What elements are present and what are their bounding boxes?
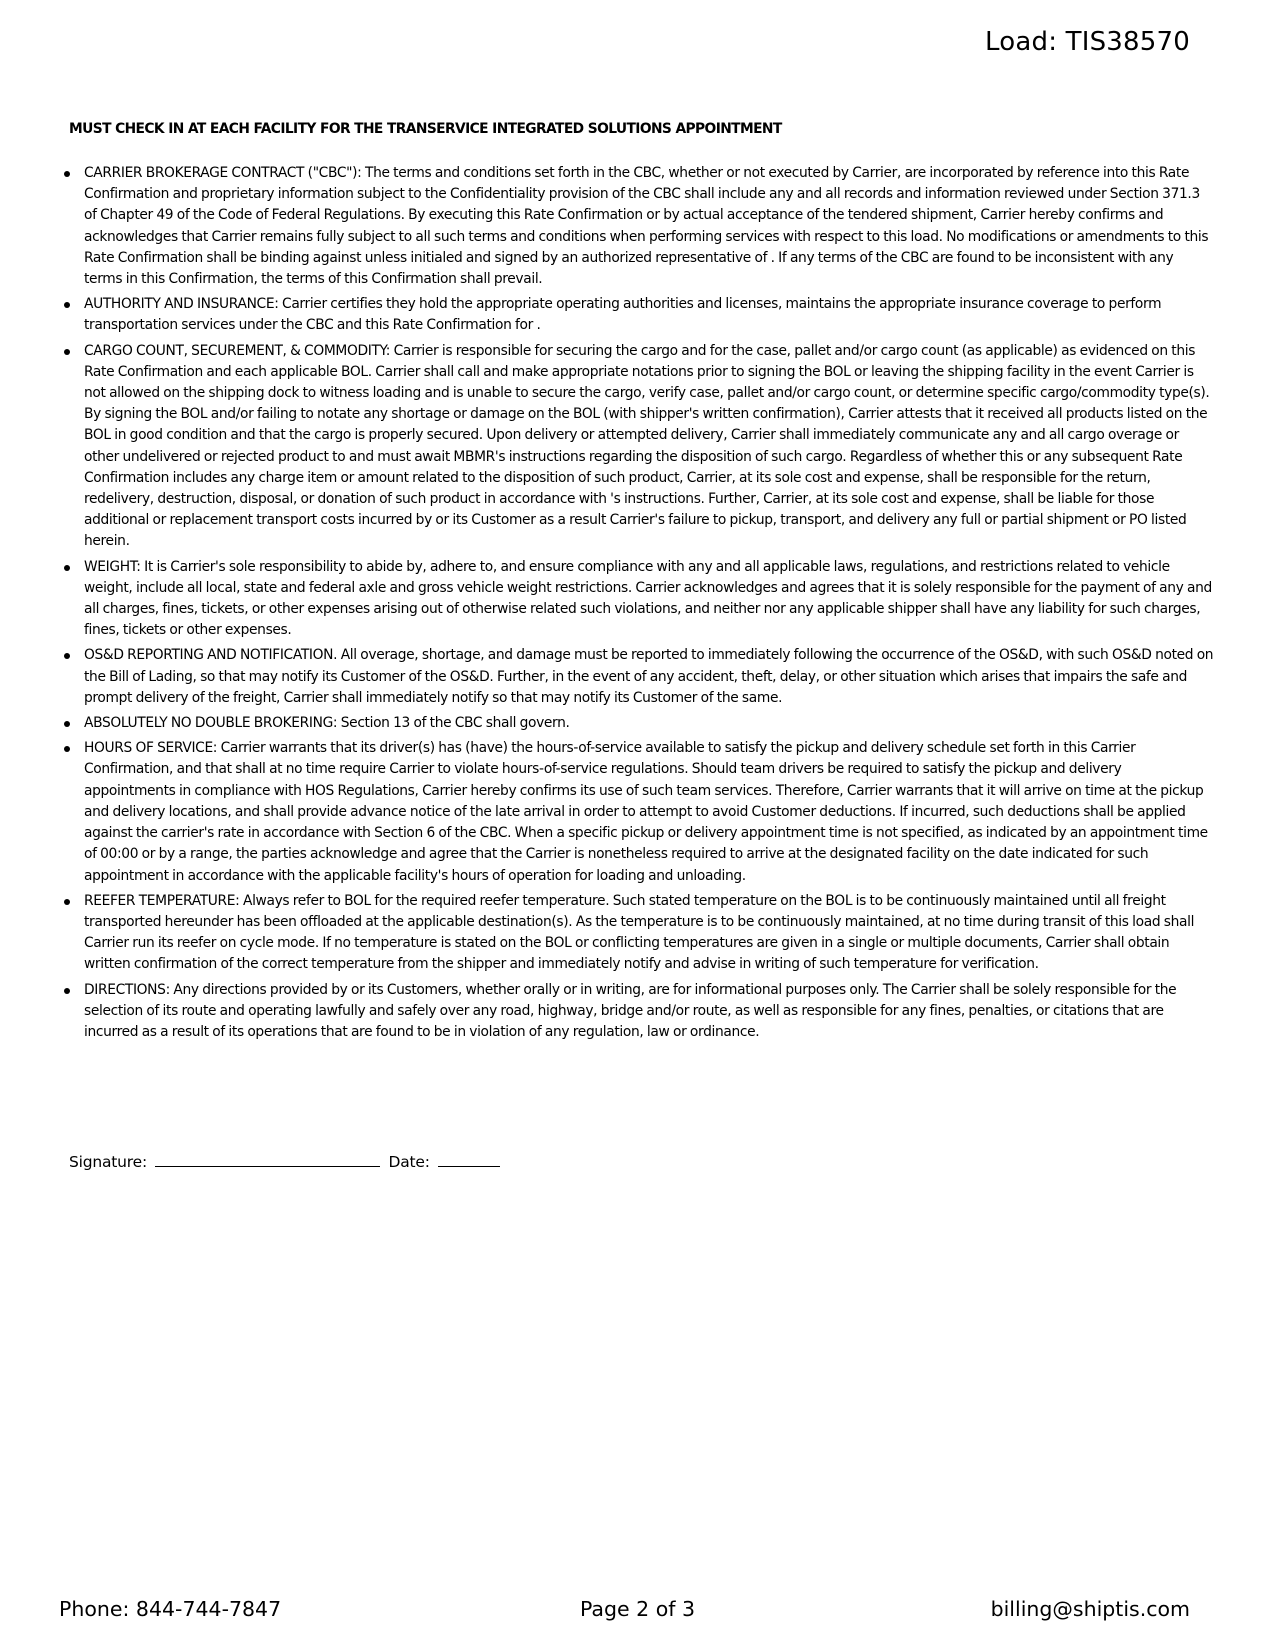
term-text: DIRECTIONS: Any directions provided by or its Customers, whether orally or in writing, are for informational purposes only. The Carrier shall be solely responsible for the selection of its route and operating lawfully and safely over any road, highway, bridge and/or route, as well as responsible for any fines, penalties, or citations that are incurred as a result of its operations that are found to be in violation of any regulation, law or ordinance. [84, 981, 1177, 1040]
bullet-icon [64, 899, 70, 905]
term-double-brokering [0, 713, 1215, 734]
term-text: REEFER TEMPERATURE: Always refer to BOL for the required reefer temperature. Such stated temperature on the BOL is to be continuously maintained until all freight transported hereunder has been offloaded at the applicable destination(s). As the temperature is to be continuously maintained, at no time during transit of this load shall Carrier run its reefer on cycle mode. If no temperature is stated on the BOL or conflicting temperatures are given in a single or multiple documents, Carrier shall obtain written confirmation of the correct temperature from the shipper and immediately notify and advise in writing of such temperature for verification. [84, 892, 1195, 973]
term-hours-of-service [0, 738, 1215, 886]
bullet-icon [64, 988, 70, 994]
term-directions [0, 980, 1215, 1044]
term-weight [0, 557, 1215, 642]
term-text: ABSOLUTELY NO DOUBLE BROKERING: Section 13 of the CBC shall govern. [84, 715, 570, 732]
term-text: CARRIER BROKERAGE CONTRACT ("CBC"): The terms and conditions set forth in the CBC, whether or not executed by Carrier, are incorporated by reference into this Rate Confirmation and proprietary information subject to the Confidentiality provision of the CBC shall include any and all records and information reviewed under Section 371.3 of Chapter 49 of the Code of Federal Regulations. By executing this Rate Confirmation or by actual acceptance of the tendered shipment, Carrier hereby confirms and acknowledges that Carrier remains fully subject to all such terms and conditions when performing services with respect to this load. No modifications or amendments to this Rate Confirmation shall be binding against unless initialed and signed by an authorized representative of . If any terms of the CBC are found to be inconsistent with any terms in this Confirmation, the terms of this Confirmation shall prevail. [84, 165, 1209, 288]
term-carrier-brokerage-contract [0, 163, 1215, 290]
signature-field[interactable] [155, 1151, 380, 1167]
signature-label: Signature: [69, 1153, 147, 1171]
bullet-icon [64, 302, 70, 308]
term-text: CARGO COUNT, SECUREMENT, & COMMODITY: Carrier is responsible for securing the cargo and for the case, pallet and/or cargo count (as applicable) as evidenced on this Rate Confirmation and each applicable BOL. Carrier shall call and make appropriate notations prior to signing the BOL or leaving the shipping facility in the event Carrier is not allowed on the shipping dock to witness loading and is unable to secure the cargo, verify case, pallet and/or cargo count, or determine specific cargo/commodity type(s). By signing the BOL and/or failing to notate any shortage or damage on the BOL (with shipper's written confirmation), Carrier attests that it received all products listed on the BOL in good condition and that the cargo is properly secured. Upon delivery or attempted delivery, Carrier shall immediately communicate any and all cargo overage or other undelivered or rejected product to and must await MBMR's instructions regarding the disposition of such cargo. Regardless of whether this or any subsequent Rate Confirmation includes any charge item or amount related to the disposition of such product, Carrier, at its sole cost and expense, shall be responsible for the return, redelivery, destruction, disposal, or donation of such product in accordance with 's instructions. Further, Carrier, at its sole cost and expense, shall be liable for those additional or replacement transport costs incurred by or its Customer as a result Carrier's failure to pickup, transport, and delivery any full or partial shipment or PO listed herein. [84, 342, 1210, 550]
term-text: AUTHORITY AND INSURANCE: Carrier certifies they hold the appropriate operating authorities and licenses, maintains the appropriate insurance coverage to perform transportation services under the CBC and this Rate Confirmation for . [84, 296, 1162, 334]
bullet-icon [64, 349, 70, 355]
term-reefer-temperature [0, 891, 1215, 976]
check-in-heading: MUST CHECK IN AT EACH FACILITY FOR THE TRANSERVICE INTEGRATED SOLUTIONS APPOINTMENT [69, 121, 782, 137]
bullet-icon [64, 746, 70, 752]
term-cargo-count [0, 341, 1215, 553]
bullet-icon [64, 565, 70, 571]
term-text: OS&D REPORTING AND NOTIFICATION. All overage, shortage, and damage must be reported to immediately following the occurrence of the OS&D, with such OS&D noted on the Bill of Lading, so that may notify its Customer of the OS&D. Further, in the event of any accident, theft, delay, or other situation which arises that impairs the safe and prompt delivery of the freight, Carrier shall immediately notify so that may notify its Customer of the same. [84, 647, 1214, 706]
bullet-icon [64, 171, 70, 177]
term-text: WEIGHT: It is Carrier's sole responsibility to abide by, adhere to, and ensure compliance with any and all applicable laws, regulations, and restrictions related to vehicle weight, include all local, state and federal axle and gross vehicle weight restrictions. Carrier acknowledges and agrees that it is solely responsible for the payment of any and all charges, fines, tickets, or other expenses arising out of otherwise related such violations, and neither nor any applicable shipper shall have any liability for such charges, fines, tickets or other expenses. [84, 558, 1212, 639]
terms-list [0, 163, 1275, 1047]
footer-phone: Phone: 844-744-7847 [59, 1597, 282, 1621]
date-field[interactable] [438, 1151, 500, 1167]
load-number: Load: TIS38570 [985, 27, 1190, 57]
term-authority-insurance [0, 294, 1215, 336]
bullet-icon [64, 721, 70, 727]
term-osd-reporting [0, 645, 1215, 709]
page-number: Page 2 of 3 [579, 1597, 696, 1621]
date-label: Date: [388, 1153, 430, 1171]
footer-email: billing@shiptis.com [990, 1597, 1190, 1621]
term-text: HOURS OF SERVICE: Carrier warrants that its driver(s) has (have) the hours-of-service available to satisfy the pickup and delivery schedule set forth in this Carrier Confirmation, and that shall at no time require Carrier to violate hours-of-service regulations. Should team drivers be required to satisfy the pickup and delivery appointments in compliance with HOS Regulations, Carrier hereby confirms its use of such team services. Therefore, Carrier warrants that it will arrive on time at the pickup and delivery locations, and shall provide advance notice of the late arrival in order to attempt to avoid Customer deductions. If incurred, such deductions shall be applied against the carrier's rate in accordance with Section 6 of the CBC. When a specific pickup or delivery appointment time is not specified, as indicated by an appointment time of 00:00 or by a range, the parties acknowledge and agree that the Carrier is nonetheless required to arrive at the designated facility on the date indicated for such appointment in accordance with the applicable facility's hours of operation for loading and unloading. [84, 740, 1208, 884]
bullet-icon [64, 653, 70, 659]
signature-block [69, 1151, 500, 1172]
